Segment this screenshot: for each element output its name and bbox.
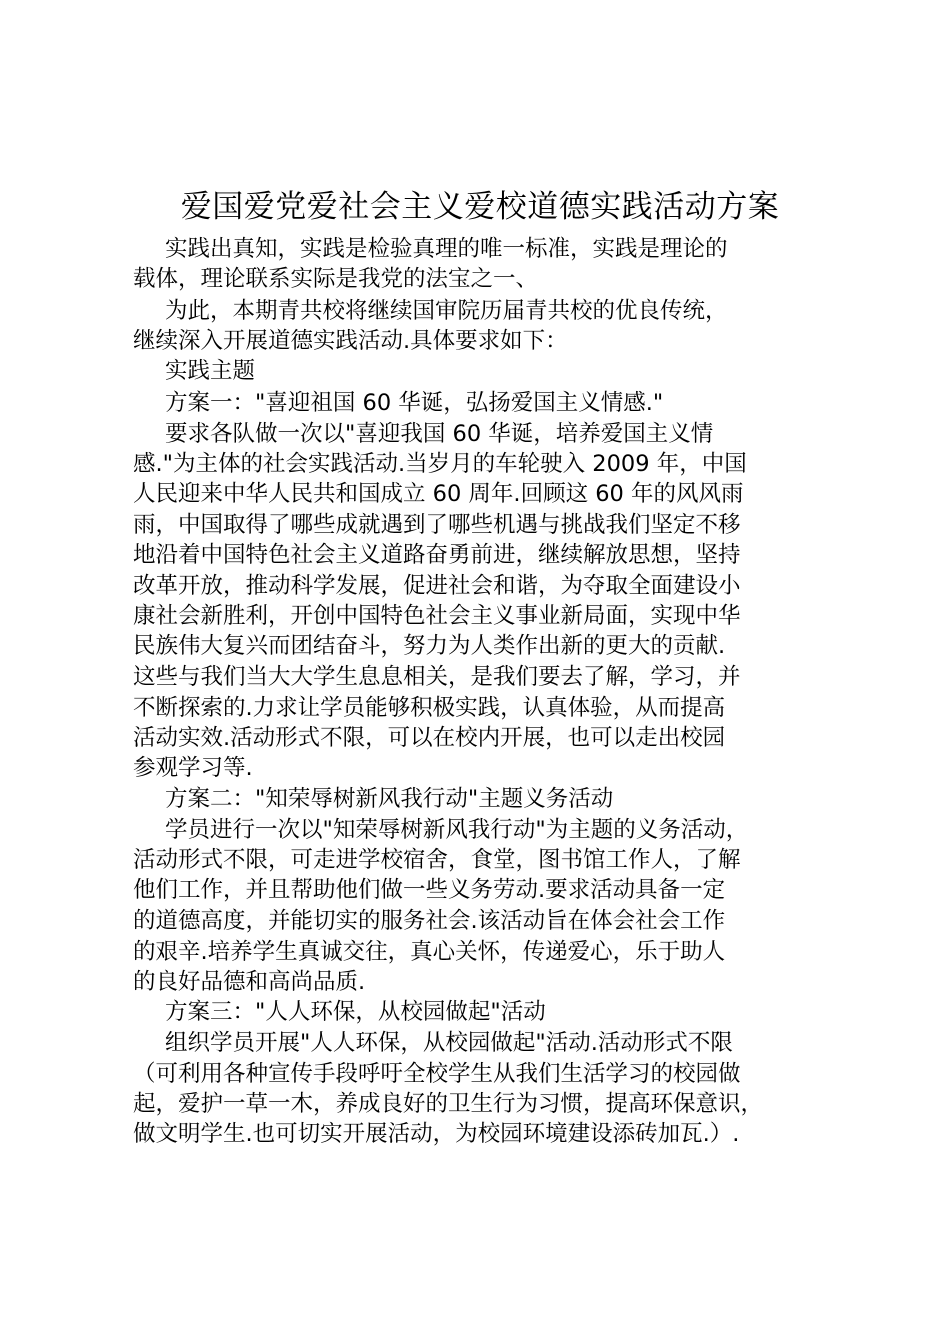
paragraph-line: 做文明学生.也可切实开展活动，为校园环境建设添砖加瓦.）. — [133, 1121, 740, 1147]
section-heading: 实践主题 — [165, 358, 256, 384]
paragraph-line: 人民迎来中华人民共和国成立 60 周年.回顾这 60 年的风风雨 — [133, 481, 744, 507]
paragraph-line: 这些与我们当大大学生息息相关，是我们要去了解，学习，并 — [133, 664, 741, 690]
plan-heading: 方案三："人人环保，从校园做起"活动 — [165, 999, 546, 1025]
paragraph-line: 活动实效.活动形式不限，可以在校内开展，也可以走出校园 — [133, 725, 726, 751]
paragraph-line: 改革开放，推动科学发展，促进社会和谐，为夺取全面建设小 — [133, 573, 741, 599]
paragraph-line: 继续深入开展道德实践活动.具体要求如下： — [133, 328, 568, 354]
paragraph-line: 康社会新胜利，开创中国特色社会主义事业新局面，实现中华 — [133, 603, 741, 629]
paragraph-line: 感."为主体的社会实践活动.当岁月的车轮驶入 2009 年，中国 — [133, 451, 747, 477]
paragraph-line: 起，爱护一草一木，养成良好的卫生行为习惯，提高环保意识， — [133, 1091, 764, 1117]
document-title: 爱国爱党爱社会主义爱校道德实践活动方案 — [180, 189, 780, 225]
paragraph-line: 组织学员开展"人人环保，从校园做起"活动.活动形式不限 — [165, 1030, 733, 1056]
paragraph-line: 要求各队做一次以"喜迎我国 60 华诞，培养爱国主义情 — [165, 421, 714, 447]
plan-heading: 方案一："喜迎祖国 60 华诞，弘扬爱国主义情感." — [165, 390, 664, 416]
paragraph-line: 为此，本期青共校将继续国审院历届青共校的优良传统， — [165, 298, 728, 324]
paragraph-line: 他们工作，并且帮助他们做一些义务劳动.要求活动具备一定 — [133, 877, 726, 903]
paragraph-line: 民族伟大复兴而团结奋斗，努力为人类作出新的更大的贡献. — [133, 633, 726, 659]
paragraph-line: 地沿着中国特色社会主义道路奋勇前进，继续解放思想，坚持 — [133, 542, 741, 568]
plan-heading: 方案二："知荣辱树新风我行动"主题义务活动 — [165, 786, 614, 812]
paragraph-line: 学员进行一次以"知荣辱树新风我行动"为主题的义务活动， — [165, 817, 749, 843]
paragraph-line: （可利用各种宣传手段呼吁全校学生从我们生活学习的校园做 — [133, 1061, 741, 1087]
paragraph-line: 的艰辛.培养学生真诚交往，真心关怀，传递爱心，乐于助人 — [133, 939, 726, 965]
paragraph-line: 不断探索的.力求让学员能够积极实践，认真体验，从而提高 — [133, 695, 726, 721]
paragraph-line: 参观学习等. — [133, 755, 253, 781]
paragraph-line: 活动形式不限，可走进学校宿舍，食堂，图书馆工作人，了解 — [133, 847, 741, 873]
paragraph-line: 的良好品德和高尚品质. — [133, 969, 366, 995]
paragraph-line: 实践出真知，实践是检验真理的唯一标准，实践是理论的 — [165, 236, 728, 262]
paragraph-line: 的道德高度，并能切实的服务社会.该活动旨在体会社会工作 — [133, 908, 726, 934]
paragraph-line: 雨，中国取得了哪些成就遇到了哪些机遇与挑战我们坚定不移 — [133, 512, 741, 538]
paragraph-line: 载体，理论联系实际是我党的法宝之一、 — [133, 266, 539, 292]
